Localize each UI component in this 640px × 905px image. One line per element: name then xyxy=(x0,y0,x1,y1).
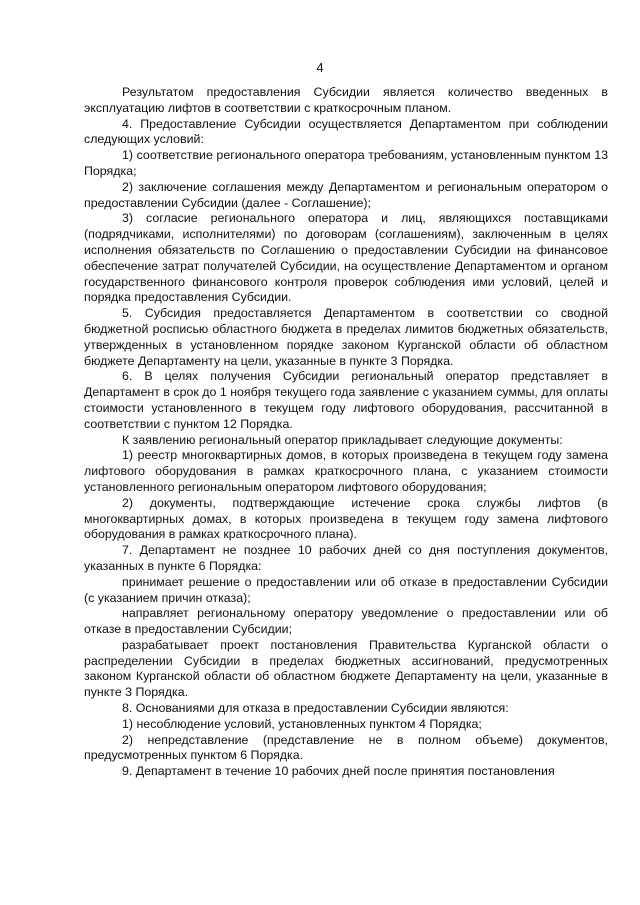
paragraph-clause-6-attachments: К заявлению региональный оператор прикладывает следующие документы: xyxy=(122,432,563,447)
paragraph-clause-8-item-1: 1) несоблюдение условий, установленных пунктом 4 Порядка; xyxy=(122,716,482,731)
paragraph-clause-8-item-2: 2) непредставление (представление не в полном объеме) документов, предусмотренных пунктом 6 Порядка. xyxy=(84,732,608,763)
paragraph-clause-7-notice: направляет региональному оператору уведомление о предоставлении или об отказе в предоставлении Субсидии; xyxy=(84,606,608,637)
paragraph-clause-7: 7. Департамент не позднее 10 рабочих дней со дня поступления документов, указанных в пункте 6 Порядка: xyxy=(84,543,608,573)
paragraph-clause-8: 8. Основаниями для отказа в предоставлении Субсидии являются: xyxy=(122,701,509,716)
document-body xyxy=(84,85,608,780)
paragraph-clause-5: 5. Субсидия предоставляется Департаментом в соответствии со сводной бюджетной росписью областного бюджета в пределах лимитов бюджетных обязательств, утвержденных в установленном порядке законом Курганской области об областном бюджете Департаменту на цели, указанные в пункте 3 Порядка. xyxy=(84,306,608,368)
paragraph-clause-9: 9. Департамент в течение 10 рабочих дней после принятия постановления xyxy=(122,764,555,779)
paragraph-clause-7-draft: разрабатывает проект постановления Правительства Курганской области о распределении Субсидии в пределах бюджетных ассигнований, предусмотренных законом Курганской области об областном бюджете Департаменту на цели, указанные в пункте 3 Порядка. xyxy=(84,637,608,700)
paragraph-clause-6: 6. В целях получения Субсидии региональный оператор представляет в Департамент в срок до 1 ноября текущего года заявление с указанием суммы, для оплаты стоимости установленного в текущем году лифтового оборудования, рассчитанной в соответствии с пунктом 12 Порядка. xyxy=(84,369,608,431)
paragraph-clause-6-item-2: 2) документы, подтверждающие истечение срока службы лифтов (в многоквартирных домах, в которых произведена в текущем году замена лифтового оборудования в рамках краткосрочного плана). xyxy=(84,495,608,542)
paragraph-clause-4-item-1: 1) соответствие регионального оператора требованиям, установленным пунктом 13 Порядка; xyxy=(84,148,608,178)
paragraph-clause-4: 4. Предоставление Субсидии осуществляется Департаментом при соблюдении следующих условий: xyxy=(84,116,608,147)
paragraph-clause-7-decision: принимает решение о предоставлении или об отказе в предоставлении Субсидии (с указанием причин отказа); xyxy=(84,574,608,605)
paragraph-result: Результатом предоставления Субсидии является количество введенных в эксплуатацию лифтов в соответствии с краткосрочным планом. xyxy=(84,85,608,115)
paragraph-clause-6-item-1: 1) реестр многоквартирных домов, в которых произведена в текущем году замена лифтового оборудования в рамках краткосрочного плана, с указанием стоимости установленного региональным оператором лифтового оборудования; xyxy=(84,448,608,494)
page-number: 4 xyxy=(316,60,324,75)
paragraph-clause-4-item-2: 2) заключение соглашения между Департаментом и региональным оператором о предоставлении Субсидии (далее - Соглашение); xyxy=(84,179,608,210)
paragraph-clause-4-item-3: 3) согласие регионального оператора и лиц, являющихся поставщиками (подрядчиками, исполнителями) по договорам (соглашениям), заключенным в целях исполнения обязательств по Соглашению о предоставлении Субсидии на финансовое обеспечение затрат получателей Субсидии, на осуществление Департаментом и органом государственного финансового контроля проверок соблюдения ими условий, целей и порядка предоставления Субсидии. xyxy=(84,211,608,305)
